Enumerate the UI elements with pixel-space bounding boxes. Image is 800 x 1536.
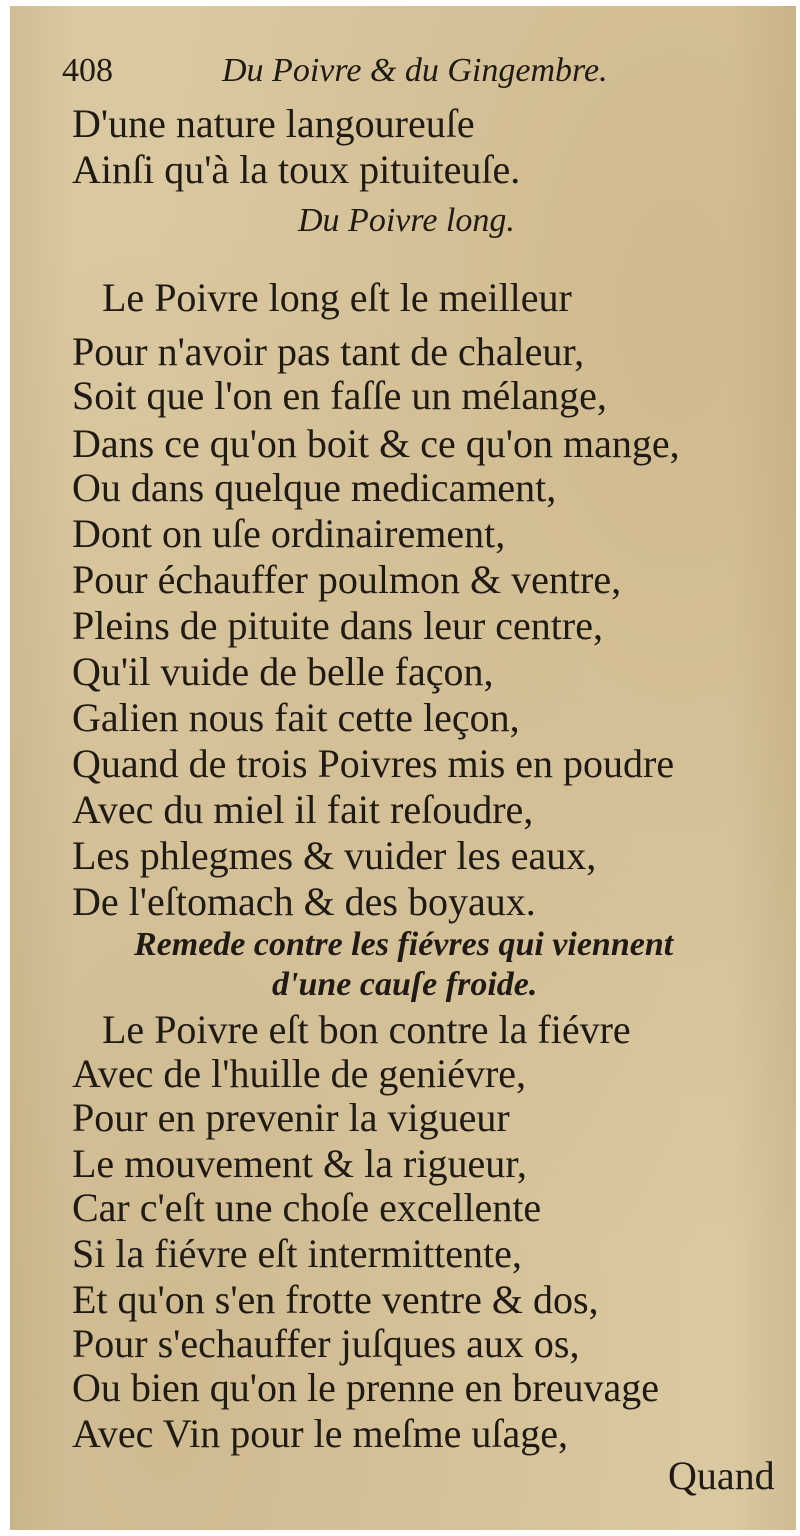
verse-line: Soit que l'on en faſſe un mélange, <box>72 373 607 418</box>
page-header <box>62 52 702 102</box>
verse-line: Dans ce qu'on boit & ce qu'on mange, <box>72 421 680 466</box>
page-number: 408 <box>62 52 113 89</box>
verse-line: Pour s'echauffer juſques aux os, <box>72 1321 580 1366</box>
verse-line: D'une nature langoureuſe <box>72 101 475 146</box>
verse-line: Ainſi qu'à la toux pituiteuſe. <box>72 147 521 192</box>
verse-line: Ou bien qu'on le prenne en breuvage <box>72 1365 659 1410</box>
section-heading: Remede contre les fiévres qui viennent <box>134 926 674 963</box>
verse-line: Pour en prevenir la vigueur <box>72 1095 510 1140</box>
book-page <box>10 6 796 1530</box>
running-title: Du Poivre & du Gingembre. <box>222 52 608 89</box>
catchword: Quand <box>668 1453 775 1498</box>
verse-line: Le Poivre long eſt le meilleur <box>102 275 572 320</box>
verse-line: De l'eſtomach & des boyaux. <box>72 879 536 924</box>
verse-line: Ou dans quelque medicament, <box>72 465 557 510</box>
verse-line: Pleins de pituite dans leur centre, <box>72 603 603 648</box>
verse-line: Avec de l'huille de geniévre, <box>72 1051 527 1096</box>
verse-line: Et qu'on s'en frotte ventre & dos, <box>72 1277 599 1322</box>
verse-line: Galien nous fait cette leçon, <box>72 695 520 740</box>
verse-line: Les phlegmes & vuider les eaux, <box>72 833 597 878</box>
verse-line: Qu'il vuide de belle façon, <box>72 649 494 694</box>
verse-line: Dont on uſe ordinairement, <box>72 511 506 556</box>
verse-line: Quand de trois Poivres mis en poudre <box>72 741 675 786</box>
verse-line: Pour n'avoir pas tant de chaleur, <box>72 329 585 374</box>
verse-line: Avec Vin pour le meſme uſage, <box>72 1411 568 1456</box>
verse-line: Le Poivre eſt bon contre la fiévre <box>102 1007 631 1052</box>
verse-line: Avec du miel il fait reſoudre, <box>72 787 534 832</box>
verse-line: Car c'eſt une choſe excellente <box>72 1185 542 1230</box>
verse-line: Pour échauffer poulmon & ventre, <box>72 557 622 602</box>
verse-line: Le mouvement & la rigueur, <box>72 1141 527 1186</box>
verse-line: Si la fiévre eſt intermittente, <box>72 1231 522 1276</box>
section-heading-continued: d'une cauſe froide. <box>272 966 538 1003</box>
section-heading: Du Poivre long. <box>298 202 515 239</box>
